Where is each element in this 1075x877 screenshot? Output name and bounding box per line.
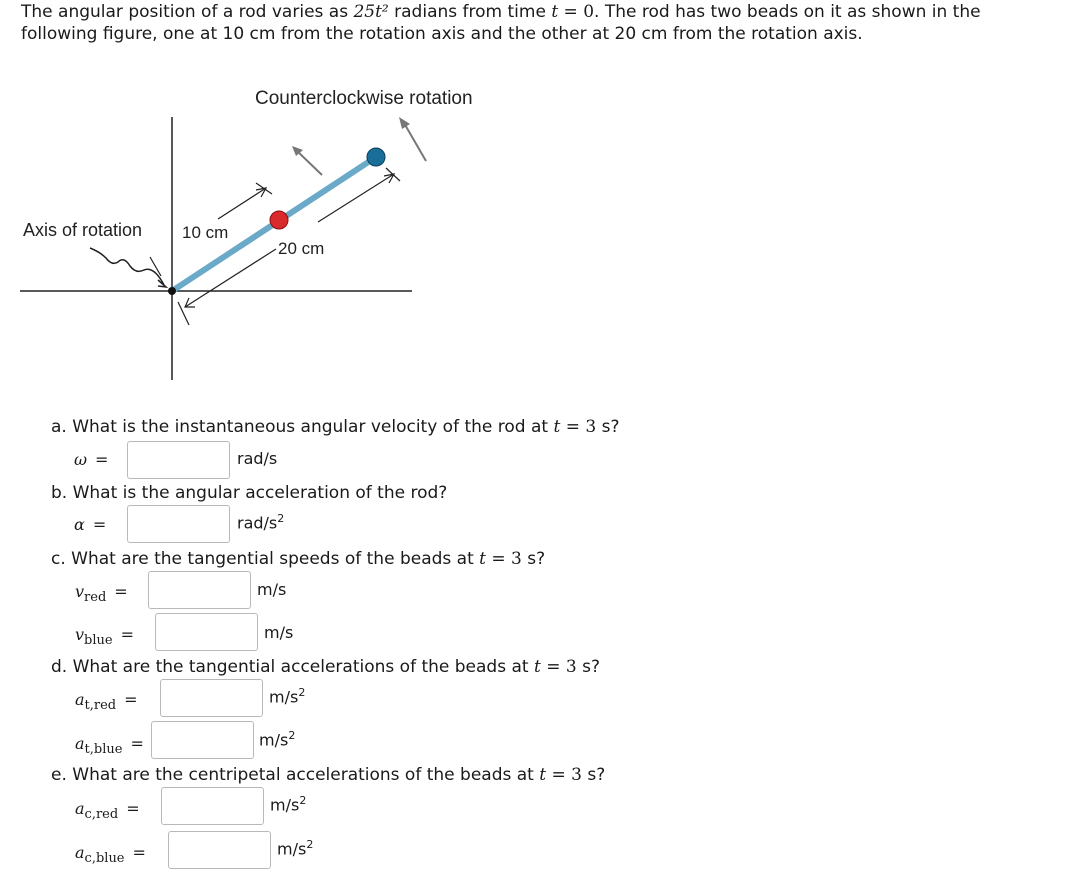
ac-blue-equals: = bbox=[132, 843, 146, 862]
position-expression: 25t² bbox=[353, 2, 389, 22]
at-red-label bbox=[75, 690, 138, 713]
axis-of-rotation-label: Axis of rotation bbox=[23, 220, 143, 240]
question-d-suffix: s? bbox=[576, 657, 600, 677]
question-e-value: = 3 bbox=[551, 765, 582, 785]
alpha-label bbox=[74, 515, 106, 534]
v-blue-input[interactable] bbox=[155, 613, 258, 651]
v-blue-unit-text: m/s bbox=[264, 623, 294, 642]
question-c-suffix: s? bbox=[521, 549, 546, 569]
v-blue-label bbox=[75, 625, 134, 648]
figure-title: Counterclockwise rotation bbox=[255, 88, 473, 109]
at-blue-unit-text: m/s bbox=[259, 730, 289, 750]
v-blue-equals: = bbox=[120, 625, 134, 644]
question-d-t: t bbox=[533, 657, 541, 677]
omega-symbol: ω bbox=[74, 450, 88, 469]
question-b bbox=[51, 482, 447, 504]
question-c-value: = 3 bbox=[491, 549, 522, 569]
axis-label-leader bbox=[90, 248, 164, 285]
ac-blue-symbol: a bbox=[75, 843, 85, 862]
alpha-input[interactable] bbox=[127, 505, 230, 543]
at-red-unit-text: m/s bbox=[269, 687, 299, 707]
omega-input[interactable] bbox=[127, 441, 230, 479]
question-a-suffix: s? bbox=[596, 417, 620, 437]
rod-rotation-figure bbox=[0, 80, 520, 390]
alpha-equals: = bbox=[92, 515, 107, 534]
question-e bbox=[51, 764, 605, 786]
at-blue-unit bbox=[259, 729, 295, 749]
at-blue-subscript: t,blue bbox=[84, 742, 123, 757]
omega-unit bbox=[237, 449, 277, 468]
question-a-value: = 3 bbox=[565, 417, 597, 437]
alpha-unit bbox=[237, 512, 284, 532]
at-blue-label bbox=[75, 734, 144, 757]
red-bead bbox=[270, 211, 288, 229]
at-blue-symbol: a bbox=[75, 734, 85, 753]
at-blue-equals: = bbox=[130, 734, 144, 753]
question-a-t: t bbox=[553, 417, 561, 437]
omega-equals: = bbox=[95, 450, 109, 469]
dim-10-label: 10 cm bbox=[182, 223, 229, 242]
time-symbol: t bbox=[551, 2, 559, 22]
dim-20-line-lower bbox=[185, 249, 276, 307]
at-red-input[interactable] bbox=[160, 679, 263, 717]
ac-red-unit-exponent: 2 bbox=[299, 794, 307, 807]
alpha-unit-text: rad/s bbox=[237, 513, 278, 533]
question-e-t: t bbox=[539, 765, 547, 785]
question-c-t: t bbox=[479, 549, 486, 569]
at-red-symbol: a bbox=[75, 690, 85, 709]
alpha-symbol: α bbox=[74, 515, 85, 534]
rotation-arrow-outer bbox=[404, 123, 426, 161]
v-blue-subscript: blue bbox=[84, 633, 113, 648]
ac-red-symbol: a bbox=[75, 799, 85, 818]
alpha-unit-exponent: 2 bbox=[277, 512, 285, 525]
ac-red-label bbox=[75, 799, 140, 822]
omega-label bbox=[74, 450, 108, 469]
ac-blue-subscript: c,blue bbox=[84, 851, 125, 866]
ac-red-subscript: c,red bbox=[84, 807, 119, 822]
question-c bbox=[51, 548, 545, 570]
dim-20-tick-upper bbox=[386, 168, 400, 181]
v-red-subscript: red bbox=[84, 590, 107, 605]
ac-blue-unit-text: m/s bbox=[277, 839, 307, 859]
v-red-label bbox=[75, 582, 128, 605]
question-d-text: d. What are the tangential accelerations of the beads at bbox=[51, 657, 534, 677]
pivot-point bbox=[168, 287, 176, 295]
question-d bbox=[51, 656, 600, 678]
question-a bbox=[51, 416, 620, 438]
blue-bead bbox=[367, 148, 385, 166]
intro-part2: radians from time bbox=[388, 2, 552, 22]
intro-rest: . The rod has two beads on it as shown in the following figure, one at 10 cm from the rotation axis and the other at 20 cm from the rotation axis. bbox=[21, 2, 981, 44]
v-blue-symbol: v bbox=[75, 625, 85, 644]
at-red-unit bbox=[269, 686, 305, 706]
at-blue-unit-exponent: 2 bbox=[288, 729, 296, 742]
time-zero: = 0 bbox=[558, 2, 595, 22]
problem-statement bbox=[21, 2, 1061, 45]
rotation-arrow-inner bbox=[296, 150, 322, 175]
omega-unit-text: rad/s bbox=[237, 449, 278, 468]
v-red-unit-text: m/s bbox=[257, 580, 287, 599]
question-b-text: b. What is the angular acceleration of the rod? bbox=[51, 483, 448, 503]
v-red-unit bbox=[257, 580, 286, 599]
dim-20-line-upper bbox=[318, 174, 394, 222]
ac-red-unit-text: m/s bbox=[270, 795, 300, 815]
ac-blue-unit bbox=[277, 838, 313, 858]
intro-part1: The angular position of a rod varies as bbox=[21, 2, 354, 22]
v-blue-unit bbox=[264, 623, 293, 642]
question-d-value: = 3 bbox=[546, 657, 577, 677]
dim-10-line bbox=[218, 188, 266, 219]
rotation-arrowhead-outer bbox=[399, 117, 410, 129]
at-blue-input[interactable] bbox=[151, 721, 254, 759]
question-e-suffix: s? bbox=[581, 765, 606, 785]
question-e-text: e. What are the centripetal accelerations of the beads at bbox=[51, 765, 540, 785]
v-red-equals: = bbox=[114, 582, 128, 601]
at-red-equals: = bbox=[124, 690, 138, 709]
v-red-input[interactable] bbox=[148, 571, 251, 609]
ac-red-equals: = bbox=[126, 799, 140, 818]
at-red-unit-exponent: 2 bbox=[298, 686, 306, 699]
question-c-text: c. What are the tangential speeds of the beads at bbox=[51, 549, 480, 569]
ac-blue-label bbox=[75, 843, 146, 866]
v-red-symbol: v bbox=[75, 582, 85, 601]
ac-red-unit bbox=[270, 794, 306, 814]
ac-red-input[interactable] bbox=[161, 787, 264, 825]
at-red-subscript: t,red bbox=[84, 698, 117, 713]
dim-20-label: 20 cm bbox=[278, 239, 325, 258]
ac-blue-input[interactable] bbox=[168, 831, 271, 869]
question-a-text: a. What is the instantaneous angular velocity of the rod at bbox=[51, 417, 554, 437]
ac-blue-unit-exponent: 2 bbox=[306, 838, 314, 851]
